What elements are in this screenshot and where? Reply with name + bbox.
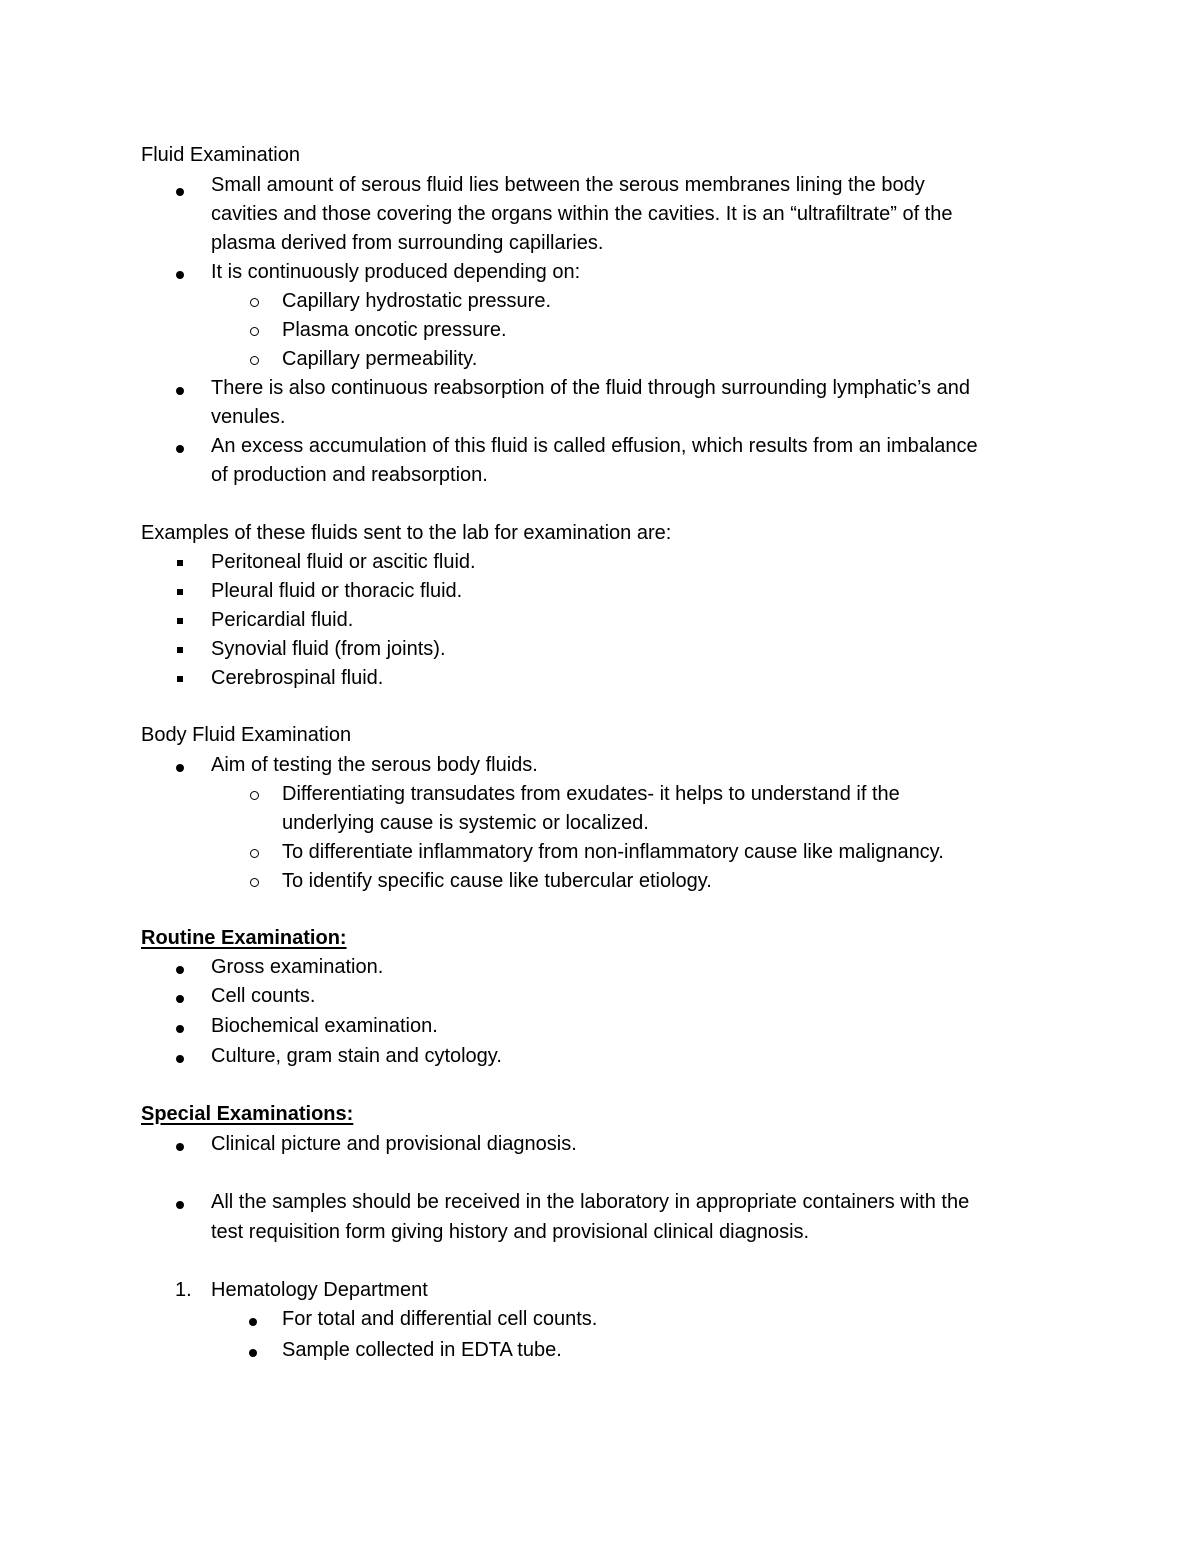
list-item-text: Gross examination. xyxy=(211,956,384,978)
sub-bullet-icon xyxy=(250,298,259,307)
list-item-text: Culture, gram stain and cytology. xyxy=(211,1045,502,1067)
list-item-text: Aim of testing the serous body fluids. xyxy=(211,754,538,776)
square-bullet-icon xyxy=(177,560,183,566)
bullet-icon xyxy=(176,1201,184,1209)
section-title-body-fluid-examination: Body Fluid Examination xyxy=(141,724,352,746)
list-item-text: Synovial fluid (from joints). xyxy=(211,638,446,660)
section-title-examples: Examples of these fluids sent to the lab for examination are: xyxy=(141,522,672,544)
section-title-fluid-examination: Fluid Examination xyxy=(141,144,300,166)
bullet-icon xyxy=(176,445,184,453)
section-title-special-examinations: Special Examinations: xyxy=(141,1103,354,1125)
list-item-text: There is also continuous reabsorption of the fluid through surrounding lymphatic’s and xyxy=(211,377,970,399)
sub-list-item-text: For total and differential cell counts. xyxy=(282,1308,598,1330)
square-bullet-icon xyxy=(177,647,183,653)
sub-bullet-icon xyxy=(250,327,259,336)
list-item-text: venules. xyxy=(211,406,286,428)
bullet-icon xyxy=(176,764,184,772)
sub-list-item-text: To identify specific cause like tubercular etiology. xyxy=(282,870,712,892)
list-item-text: Pleural fluid or thoracic fluid. xyxy=(211,580,463,602)
list-item-text: Clinical picture and provisional diagnosis. xyxy=(211,1133,577,1155)
list-item-text: All the samples should be received in the laboratory in appropriate containers with the xyxy=(211,1191,970,1213)
sub-list-item-text: Capillary permeability. xyxy=(282,348,478,370)
list-item-text: plasma derived from surrounding capillaries. xyxy=(211,232,604,254)
section-title-routine-examination: Routine Examination: xyxy=(141,927,347,949)
list-item-text: test requisition form giving history and provisional clinical diagnosis. xyxy=(211,1221,810,1243)
bullet-icon xyxy=(176,1055,184,1063)
bullet-icon xyxy=(249,1318,257,1326)
bullet-icon xyxy=(176,966,184,974)
sub-list-item-text: To differentiate inflammatory from non-inflammatory cause like malignancy. xyxy=(282,841,944,863)
list-item-text: It is continuously produced depending on: xyxy=(211,261,581,283)
sub-list-item-text: Sample collected in EDTA tube. xyxy=(282,1339,562,1361)
bullet-icon xyxy=(176,271,184,279)
list-item-text: Cell counts. xyxy=(211,985,316,1007)
list-item-text: Small amount of serous fluid lies between the serous membranes lining the body xyxy=(211,174,925,196)
list-item-text: Cerebrospinal fluid. xyxy=(211,667,384,689)
sub-list-item-text: Capillary hydrostatic pressure. xyxy=(282,290,551,312)
sub-list-item-text: Plasma oncotic pressure. xyxy=(282,319,507,341)
list-item-text: Peritoneal fluid or ascitic fluid. xyxy=(211,551,476,573)
bullet-icon xyxy=(176,995,184,1003)
sub-bullet-icon xyxy=(250,356,259,365)
sub-list-item-text: Differentiating transudates from exudates- it helps to understand if the xyxy=(282,783,900,805)
bullet-icon xyxy=(249,1349,257,1357)
sub-bullet-icon xyxy=(250,791,259,800)
list-item-text: cavities and those covering the organs within the cavities. It is an “ultrafiltrate” of the xyxy=(211,203,953,225)
square-bullet-icon xyxy=(177,676,183,682)
bullet-icon xyxy=(176,1143,184,1151)
list-item-text: Pericardial fluid. xyxy=(211,609,354,631)
bullet-icon xyxy=(176,188,184,196)
sub-bullet-icon xyxy=(250,849,259,858)
sub-bullet-icon xyxy=(250,878,259,887)
square-bullet-icon xyxy=(177,589,183,595)
list-number: 1. xyxy=(175,1279,192,1301)
bullet-icon xyxy=(176,387,184,395)
list-item-text: Biochemical examination. xyxy=(211,1015,438,1037)
list-item-text: An excess accumulation of this fluid is called effusion, which results from an imbalance xyxy=(211,435,978,457)
bullet-icon xyxy=(176,1025,184,1033)
square-bullet-icon xyxy=(177,618,183,624)
sub-list-item-text: underlying cause is systemic or localized. xyxy=(282,812,649,834)
section-title-hematology-department: Hematology Department xyxy=(211,1279,428,1301)
list-item-text: of production and reabsorption. xyxy=(211,464,488,486)
